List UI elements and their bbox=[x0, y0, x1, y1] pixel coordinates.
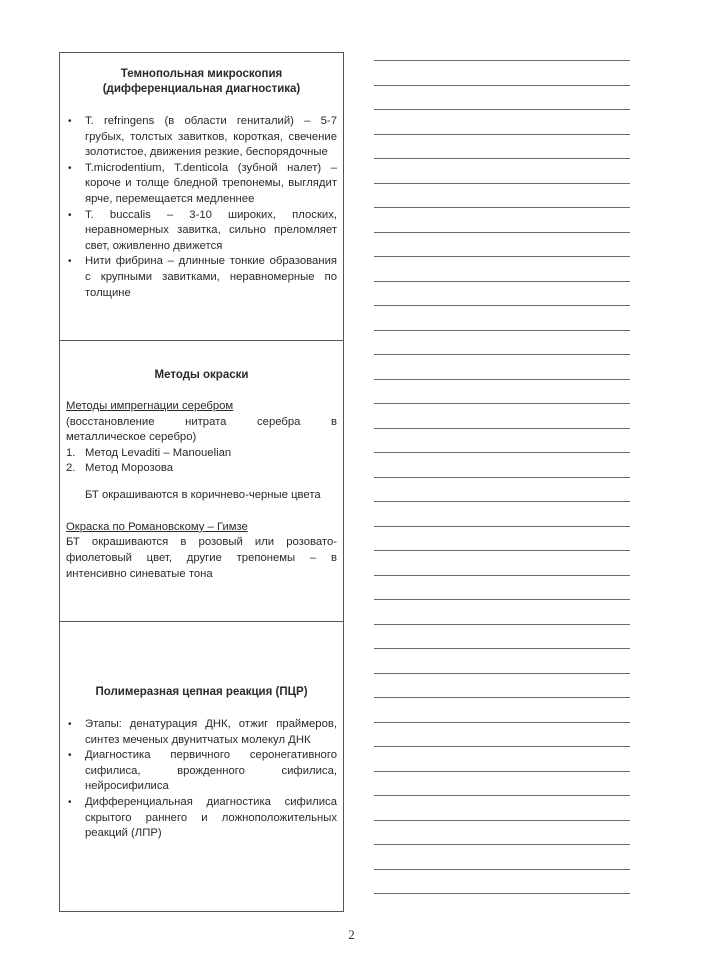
note-line bbox=[374, 60, 630, 61]
note-line bbox=[374, 134, 630, 135]
page-number: 2 bbox=[348, 927, 355, 942]
note-line bbox=[374, 893, 630, 894]
note-line bbox=[374, 820, 630, 821]
list-item: • T. buccalis – 3-10 широких, плоских, неравномерных завитка, сильно преломляет свет, оживленно движется bbox=[68, 208, 337, 252]
note-line bbox=[374, 624, 630, 625]
note-line bbox=[374, 477, 630, 478]
impregnation-note: (восстановление нитрата серебра в металлическое серебро) bbox=[66, 415, 337, 444]
staining-title: Методы окраски bbox=[154, 369, 249, 381]
note-line bbox=[374, 256, 630, 257]
notes-panel bbox=[59, 52, 344, 912]
microscopy-title-line1: Темнопольная микроскопия bbox=[120, 68, 283, 80]
bullet-icon: • bbox=[68, 719, 72, 730]
list-item: • Нити фибрина – длинные тонкие образования с крупными завитками, неравномерные по толщине bbox=[68, 255, 337, 299]
note-line bbox=[374, 158, 630, 159]
note-line bbox=[374, 330, 630, 331]
note-line bbox=[374, 354, 630, 355]
note-line bbox=[374, 550, 630, 551]
microscopy-title-line2: (дифференциальная диагностика) bbox=[102, 83, 301, 95]
bullet-icon: • bbox=[68, 116, 72, 127]
romanowsky-text: БТ окрашиваются в розовый или розовато-фиолетовый цвет, другие трепонемы – в интенсивно синеватые тона bbox=[66, 536, 337, 580]
note-line bbox=[374, 109, 630, 110]
note-line bbox=[374, 746, 630, 747]
note-line bbox=[374, 207, 630, 208]
note-line bbox=[374, 869, 630, 870]
note-line bbox=[374, 575, 630, 576]
note-line bbox=[374, 232, 630, 233]
pcr-title: Полимеразная цепная реакция (ПЦР) bbox=[95, 686, 308, 698]
methods-result: БТ окрашиваются в коричнево-черные цвета bbox=[85, 489, 321, 502]
list-item: • T.microdentium, T.denticola (зубной налет) – короче и толще бледной трепонемы, выглядит ярче, перемещается медленнее bbox=[68, 161, 337, 205]
note-line bbox=[374, 722, 630, 723]
pcr-list bbox=[66, 717, 337, 842]
staining-section bbox=[60, 368, 343, 582]
note-line bbox=[374, 403, 630, 404]
bullet-icon: • bbox=[68, 796, 72, 808]
section-divider bbox=[60, 621, 343, 622]
note-line bbox=[374, 844, 630, 845]
pcr-section bbox=[60, 685, 343, 842]
note-line bbox=[374, 599, 630, 600]
bullet-icon: • bbox=[68, 750, 72, 762]
note-line bbox=[374, 281, 630, 282]
microscopy-list bbox=[66, 114, 337, 301]
note-line bbox=[374, 526, 630, 527]
note-line bbox=[374, 501, 630, 502]
list-item: 1. Метод Levaditi – Manouelian bbox=[66, 446, 232, 459]
note-line bbox=[374, 648, 630, 649]
section-divider bbox=[60, 340, 343, 341]
bullet-icon: • bbox=[68, 209, 72, 221]
list-item: • T. refringens (в области гениталий) – 5-7 грубых, толстых завитков, короткая, свечение золотистое, движения резкие, беспорядочные bbox=[68, 115, 337, 159]
impregnation-heading: Методы импрегнации серебром bbox=[66, 400, 234, 412]
note-line bbox=[374, 771, 630, 772]
microscopy-section bbox=[60, 67, 343, 301]
bullet-icon: • bbox=[68, 162, 72, 174]
list-item: 2. Метод Морозова bbox=[66, 462, 174, 475]
list-item: • Дифференциальная диагностика сифилиса скрытого раннего и ложноположительных реакций (ЛПР) bbox=[68, 795, 337, 840]
ruled-note-lines bbox=[374, 60, 630, 912]
list-item: • Этапы: денатурация ДНК, отжиг праймеров, синтез меченых двунитчатых молекул ДНК bbox=[68, 718, 337, 746]
note-line bbox=[374, 379, 630, 380]
note-line bbox=[374, 697, 630, 698]
note-line bbox=[374, 85, 630, 86]
romanowsky-heading: Окраска по Романовскому – Гимзе bbox=[66, 520, 248, 533]
note-line bbox=[374, 673, 630, 674]
bullet-icon: • bbox=[68, 256, 72, 268]
note-line bbox=[374, 428, 630, 429]
methods-list bbox=[66, 446, 337, 477]
note-line bbox=[374, 452, 630, 453]
note-line bbox=[374, 183, 630, 184]
note-line bbox=[374, 305, 630, 306]
note-line bbox=[374, 795, 630, 796]
list-item: • Диагностика первичного серонегативного сифилиса, врожденного сифилиса, нейросифилиса bbox=[68, 749, 337, 793]
